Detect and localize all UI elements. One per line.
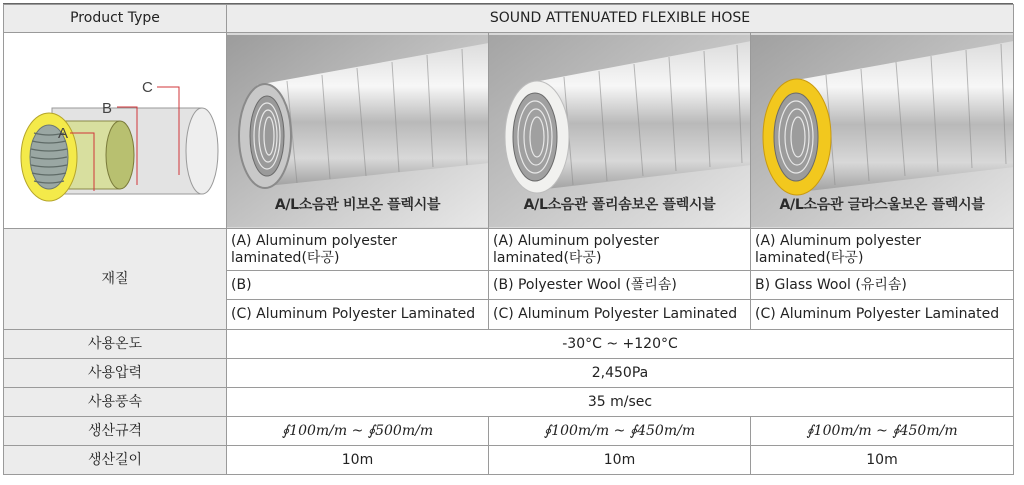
size-value-3: ∮100m/m ~ ∮450m/m <box>751 417 1014 446</box>
material-c-2: (C) Aluminum Polyester Laminated <box>489 300 751 330</box>
spec-table <box>3 4 1014 475</box>
material-a-3: (A) Aluminum polyester laminated(타공) <box>751 229 1014 271</box>
temperature-row <box>4 330 1014 359</box>
header-row <box>4 5 1014 33</box>
layer-diagram <box>4 33 227 229</box>
hose-cross-section-diagram <box>4 33 225 223</box>
label-a: A <box>58 125 69 142</box>
product-caption-2: A/L소음관 폴리솜보온 플렉시블 <box>523 197 716 213</box>
length-label: 생산길이 <box>4 446 227 475</box>
length-value-1: 10m <box>227 446 489 475</box>
image-row <box>4 33 1014 229</box>
label-b: B <box>102 100 113 117</box>
length-value-3: 10m <box>751 446 1014 475</box>
material-c-3: (C) Aluminum Polyester Laminated <box>751 300 1014 330</box>
size-label: 생산규격 <box>4 417 227 446</box>
velocity-value: 35 m/sec <box>227 388 1014 417</box>
material-a-1: (A) Aluminum polyester laminated(타공) <box>227 229 489 271</box>
product-photo-2 <box>489 33 751 229</box>
material-b-1: (B) <box>227 271 489 300</box>
pressure-row <box>4 359 1014 388</box>
length-row <box>4 446 1014 475</box>
material-b-3: B) Glass Wool (유리솜) <box>751 271 1014 300</box>
product-caption-1: A/L소음관 비보온 플렉시블 <box>274 197 441 213</box>
pressure-value: 2,450Pa <box>227 359 1014 388</box>
size-value-2: ∮100m/m ~ ∮450m/m <box>489 417 751 446</box>
size-row <box>4 417 1014 446</box>
velocity-row <box>4 388 1014 417</box>
material-c-1: (C) Aluminum Polyester Laminated <box>227 300 489 330</box>
product-photo-1 <box>227 33 489 229</box>
material-b-2: (B) Polyester Wool (폴리솜) <box>489 271 751 300</box>
material-a-2: (A) Aluminum polyester laminated(타공) <box>489 229 751 271</box>
product-caption-3: A/L소음관 글라스울보온 플렉시블 <box>779 197 985 213</box>
temperature-label: 사용온도 <box>4 330 227 359</box>
material-row-a <box>4 229 1014 271</box>
product-title: SOUND ATTENUATED FLEXIBLE HOSE <box>227 5 1014 33</box>
label-c: C <box>142 79 153 96</box>
material-label: 재질 <box>4 229 227 330</box>
length-value-2: 10m <box>489 446 751 475</box>
temperature-value: -30°C ~ +120°C <box>227 330 1014 359</box>
velocity-label: 사용풍속 <box>4 388 227 417</box>
product-type-label: Product Type <box>4 5 227 33</box>
product-photo-3 <box>751 33 1014 229</box>
pressure-label: 사용압력 <box>4 359 227 388</box>
size-value-1: ∮100m/m ~ ∮500m/m <box>227 417 489 446</box>
